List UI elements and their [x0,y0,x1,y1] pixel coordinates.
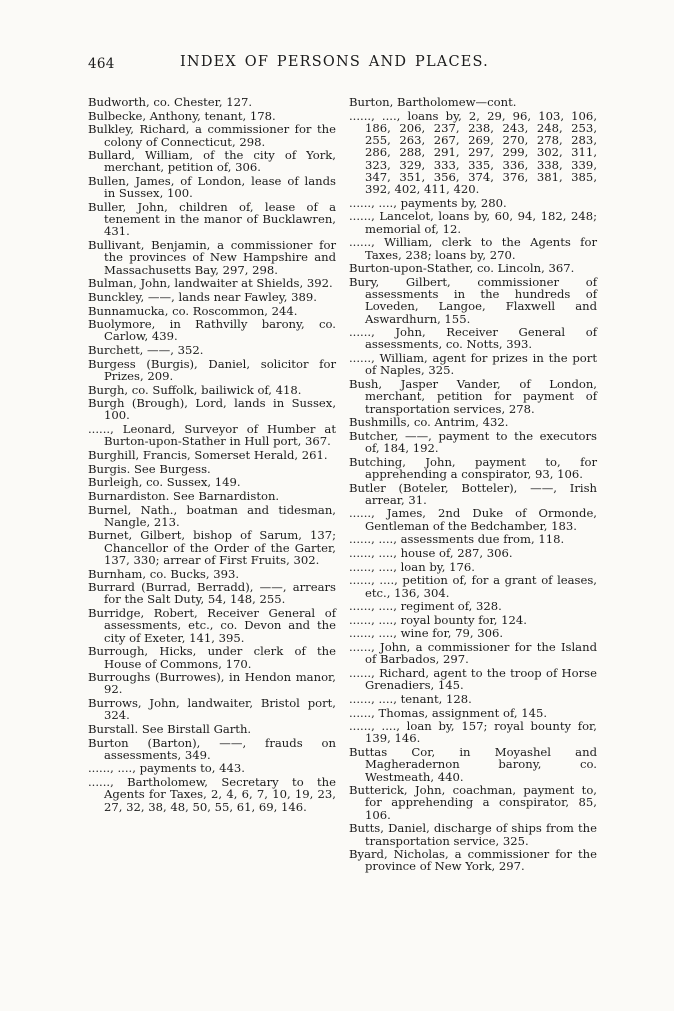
index-entry: Budworth, co. Chester, 127. [88,95,253,109]
index-entry: Burrows, John, landwaiter, Bristol port, 324. [88,696,336,723]
index-entry: Burgis. See Burgess. [88,461,211,476]
index-entry: Bury, Gilbert, commissioner of assessments in the hundreds of Loveden, Langoe, Flaxwell and Aswardhurn, 155. [349,274,597,326]
index-entry: Bulbecke, Anthony, tenant, 178. [88,108,276,123]
index-entry: Burton-upon-Stather, co. Lincoln, 367. [349,261,575,276]
index-entry: Butler (Boteler, Botteler), ——, Irish arrear, 31. [349,480,597,507]
index-entry: Burstall. See Birstall Garth. [88,721,252,736]
index-entry: ......, ...., assessments due from, 118. [349,532,565,547]
index-entry: Buller, John, children of, lease of a tenement in the manor of Bucklawren, 431. [88,199,336,239]
index-entry: ......, ...., tenant, 128. [349,691,472,706]
index-entry: Burton, Bartholomew—cont. [349,95,517,109]
page-header [88,50,598,74]
index-entry: Bushmills, co. Antrim, 432. [349,415,509,430]
index-entry: Bullivant, Benjamin, a commissioner for the provinces of New Hampshire and Massachusetts Bay, 297, 298. [88,238,336,277]
index-entry: ......, ...., regiment of, 328. [349,599,502,614]
index-entry: Burgh, co. Suffolk, bailiwick of, 418. [88,382,302,397]
index-entry: ......, Richard, agent to the troop of Horse Grenadiers, 145. [349,665,597,693]
running-title: INDEX OF PERSONS AND PLACES. [180,54,489,70]
index-entry: Butching, John, payment to, for apprehending a conspirator, 93, 106. [349,454,597,481]
index-column-left [88,96,336,814]
index-entry: Burnardiston. See Barnardiston. [88,488,280,503]
index-entry: ......, ...., wine for, 79, 306. [349,626,504,641]
index-entry: Burgh (Brough), Lord, lands in Sussex, 100. [88,396,336,423]
index-entry: Burnet, Gilbert, bishop of Sarum, 137; Chancellor of the Order of the Garter, 137, 330; arrear of First Fruits, 302. [88,528,336,567]
index-entry: Burchett, ——, 352. [88,343,204,358]
index-entry: ......, Bartholomew, Secretary to the Agents for Taxes, 2, 4, 6, 7, 10, 19, 23, 27, 32, 38, 48, 50, 55, 61, 69, 146. [88,775,336,814]
index-entry: Burton (Barton), ——, frauds on assessments, 349. [88,735,336,762]
index-entry: Burghill, Francis, Somerset Herald, 261. [88,448,328,462]
index-entry: Buttas Cor, in Moyashel and Magheradernon barony, co. Westmeath, 440. [349,745,597,784]
index-entry: Burrough, Hicks, under clerk of the House of Commons, 170. [88,644,336,671]
index-entry: Buolymore, in Rathvilly barony, co. Carlow, 439. [88,317,336,344]
index-entry: ......, James, 2nd Duke of Ormonde, Gentleman of the Bedchamber, 183. [349,506,597,533]
page-number: 464 [88,56,115,72]
index-entry: ......, ...., house of, 287, 306. [349,546,513,560]
index-entry: ......, Thomas, assignment of, 145. [349,705,548,720]
index-entry: ......, ...., payments to, 443. [88,761,245,776]
index-entry: Bullard, William, of the city of York, merchant, petition of, 306. [88,148,336,175]
index-column-right [349,96,597,874]
index-entry: ......, Leonard, Surveyor of Humber at Burton-upon-Stather in Hull port, 367. [88,422,336,449]
index-entry: ......, William, agent for prizes in the port of Naples, 325. [349,351,597,378]
index-entry: ......, Lancelot, loans by, 60, 94, 182, 248; memorial of, 12. [349,209,597,236]
index-entry: Byard, Nicholas, a commissioner for the province of New York, 297. [349,847,597,874]
index-entry: ......, ...., royal bounty for, 124. [349,612,527,627]
index-entry: Burleigh, co. Sussex, 149. [88,475,241,490]
index-entry: ......, ...., loan by, 157; royal bounty for, 139, 146. [349,719,597,746]
index-entry: Burnham, co. Bucks, 393. [88,566,240,581]
index-entry: Burgess (Burgis), Daniel, solicitor for Prizes, 209. [88,356,336,383]
index-entry: ......, William, clerk to the Agents for Taxes, 238; loans by, 270. [349,235,597,262]
index-entry: Burroughs (Burrowes), in Hendon manor, 92. [88,670,336,697]
index-entry: ......, John, Receiver General of assessments, co. Notts, 393. [349,325,597,352]
index-entry: Burridge, Robert, Receiver General of assessments, etc., co. Devon and the city of Exeter, 141, 395. [88,606,336,645]
index-entry: Bullen, James, of London, lease of lands in Sussex, 100. [88,174,336,201]
index-entry: ......, ...., loans by, 2, 29, 96, 103, 106, 186, 206, 237, 238, 243, 248, 253, 255, 263, 267, 269, 270, 278, 283, 286, 288, 291, 297, 299, 302, 311, 323, 329, 333, 335, 336, 338, 339, 347, 351, 356, 374, 376, 381, 385, 392, 402, 411, 420. [349,108,597,197]
index-entry: ......, John, a commissioner for the Island of Barbados, 297. [349,640,597,667]
index-entry: Burnel, Nath., boatman and tidesman, Nangle, 213. [88,502,336,529]
index-entry: ......, ...., loan by, 176. [349,559,475,574]
index-entry: Bunckley, ——, lands near Fawley, 389. [88,289,317,304]
index-entry: ......, ...., payments by, 280. [349,195,507,210]
index-entry: ......, ...., petition of, for a grant of leases, etc., 136, 304. [349,573,597,600]
index-entry: Bulman, John, landwaiter at Shields, 392. [88,276,333,291]
index-entry: Burrard (Burrad, Berradd), ——, arrears for the Salt Duty, 54, 148, 255. [88,580,336,607]
index-entry: Butts, Daniel, discharge of ships from the transportation service, 325. [349,821,597,848]
index-entry: Butcher, ——, payment to the executors of, 184, 192. [349,428,597,456]
index-entry: Butterick, John, coachman, payment to, for apprehending a conspirator, 85, 106. [349,783,597,822]
index-entry: Bunnamucka, co. Roscommon, 244. [88,303,298,318]
index-entry: Bush, Jasper Vander, of London, merchant, petition for payment of transportation services, 278. [349,377,597,416]
index-entry: Bulkley, Richard, a commissioner for the colony of Connecticut, 298. [88,122,336,149]
